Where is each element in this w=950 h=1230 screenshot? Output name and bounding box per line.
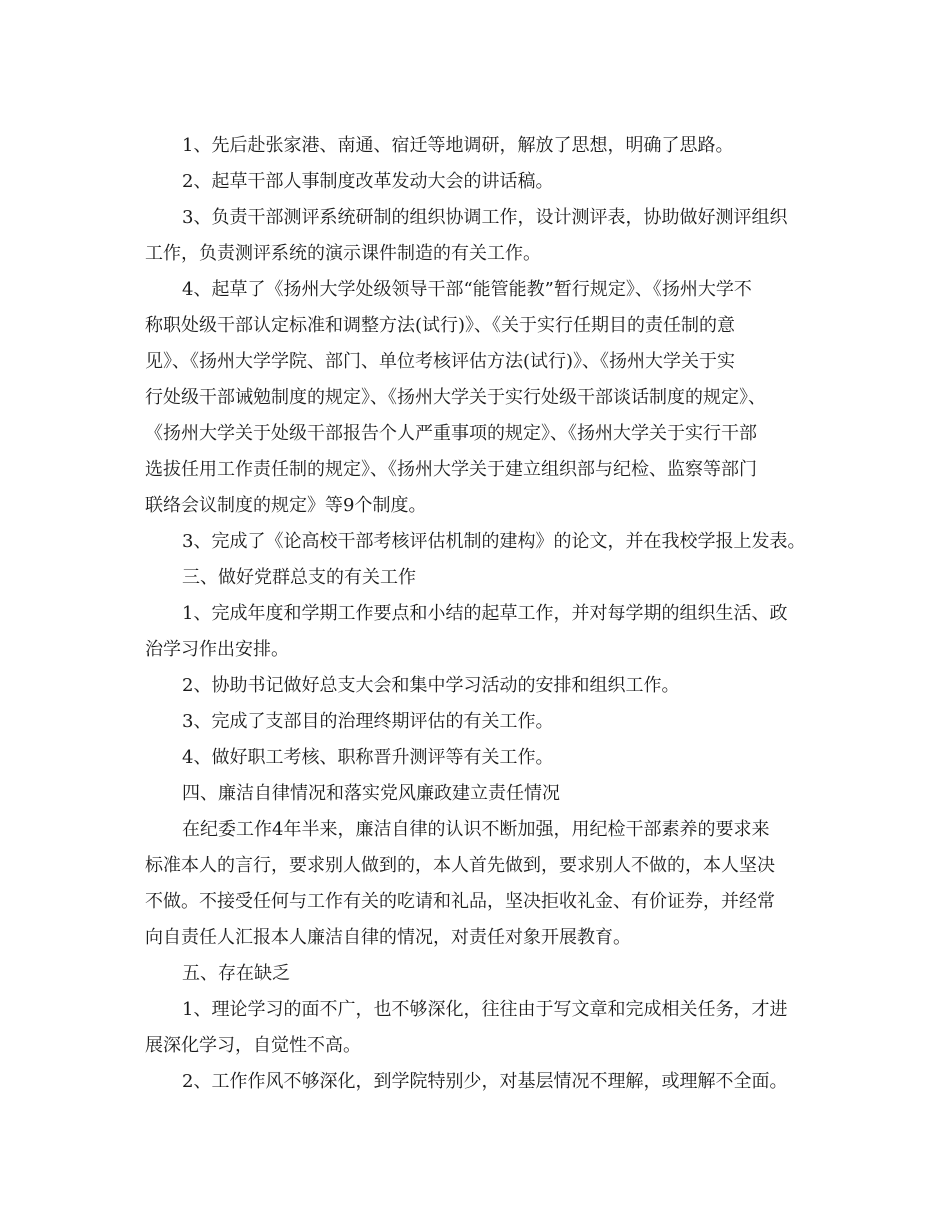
document-body (145, 128, 813, 1100)
text-line: 不做。不接受任何与工作有关的吃请和礼品，坚决拒收礼金、有价证券，并经常 (145, 891, 775, 912)
paragraph (145, 272, 813, 524)
text-line: 2、起草干部人事制度改革发动大会的讲话稿。 (182, 171, 554, 192)
paragraph (145, 776, 813, 812)
text-line: 1、完成年度和学期工作要点和小结的起草工作，并对每学期的组织生活、政 (182, 603, 788, 624)
text-line: 称职处级干部认定标准和调整方法(试行)》、《关于实行任期目的责任制的意 (145, 315, 736, 336)
paragraph (145, 956, 813, 992)
text-line: 向自责任人汇报本人廉洁自律的情况，对责任对象开展教育。 (145, 927, 631, 948)
text-line: 《扬州大学关于处级干部报告个人严重事项的规定》、《扬州大学关于实行干部 (145, 423, 757, 444)
text-line: 四、廉洁自律情况和落实党风廉政建立责任情况 (182, 783, 560, 804)
paragraph (145, 812, 813, 956)
paragraph (145, 560, 813, 596)
text-line: 标准本人的言行，要求别人做到的，本人首先做到，要求别人不做的，本人坚决 (145, 855, 775, 876)
text-line: 工作，负责测评系统的演示课件制造的有关工作。 (145, 243, 541, 264)
text-line: 见》、《扬州大学学院、部门、单位考核评估方法(试行)》、《扬州大学关于实 (145, 351, 736, 372)
text-line: 4、起草了《扬州大学处级领导干部“能管能教”暂行规定》、《扬州大学不 (182, 279, 752, 300)
paragraph (145, 740, 813, 776)
text-line: 4、做好职工考核、职称晋升测评等有关工作。 (182, 747, 554, 768)
paragraph (145, 1064, 813, 1100)
paragraph (145, 524, 813, 560)
text-line: 展深化学习，自觉性不高。 (145, 1035, 361, 1056)
paragraph (145, 668, 813, 704)
text-line: 行处级干部诫勉制度的规定》、《扬州大学关于实行处级干部谈话制度的规定》、 (145, 387, 766, 408)
text-line: 治学习作出安排。 (145, 639, 289, 660)
text-line: 三、做好党群总支的有关工作 (182, 567, 416, 588)
paragraph (145, 704, 813, 740)
text-line: 1、先后赴张家港、南通、宿迁等地调研，解放了思想，明确了思路。 (182, 135, 734, 156)
paragraph (145, 164, 813, 200)
text-line: 3、负责干部测评系统研制的组织协调工作，设计测评表，协助做好测评组织 (182, 207, 788, 228)
text-line: 选拔任用工作责任制的规定》、《扬州大学关于建立组织部与纪检、监察等部门 (145, 459, 757, 480)
paragraph (145, 128, 813, 164)
paragraph (145, 596, 813, 668)
paragraph (145, 200, 813, 272)
text-line: 2、工作作风不够深化，到学院特别少，对基层情况不理解，或理解不全面。 (182, 1071, 788, 1092)
text-line: 在纪委工作4年半来，廉洁自律的认识不断加强，用纪检干部素养的要求来 (182, 819, 770, 840)
text-line: 1、理论学习的面不广，也不够深化，往往由于写文章和完成相关任务，才进 (182, 999, 788, 1020)
text-line: 3、完成了支部目的治理终期评估的有关工作。 (182, 711, 554, 732)
text-line: 2、协助书记做好总支大会和集中学习活动的安排和组织工作。 (182, 675, 680, 696)
text-line: 联络会议制度的规定》等9个制度。 (145, 495, 427, 516)
paragraph (145, 992, 813, 1064)
text-line: 五、存在缺乏 (182, 963, 290, 984)
text-line: 3、完成了《论高校干部考核评估机制的建构》的论文，并在我校学报上发表。 (182, 531, 806, 552)
